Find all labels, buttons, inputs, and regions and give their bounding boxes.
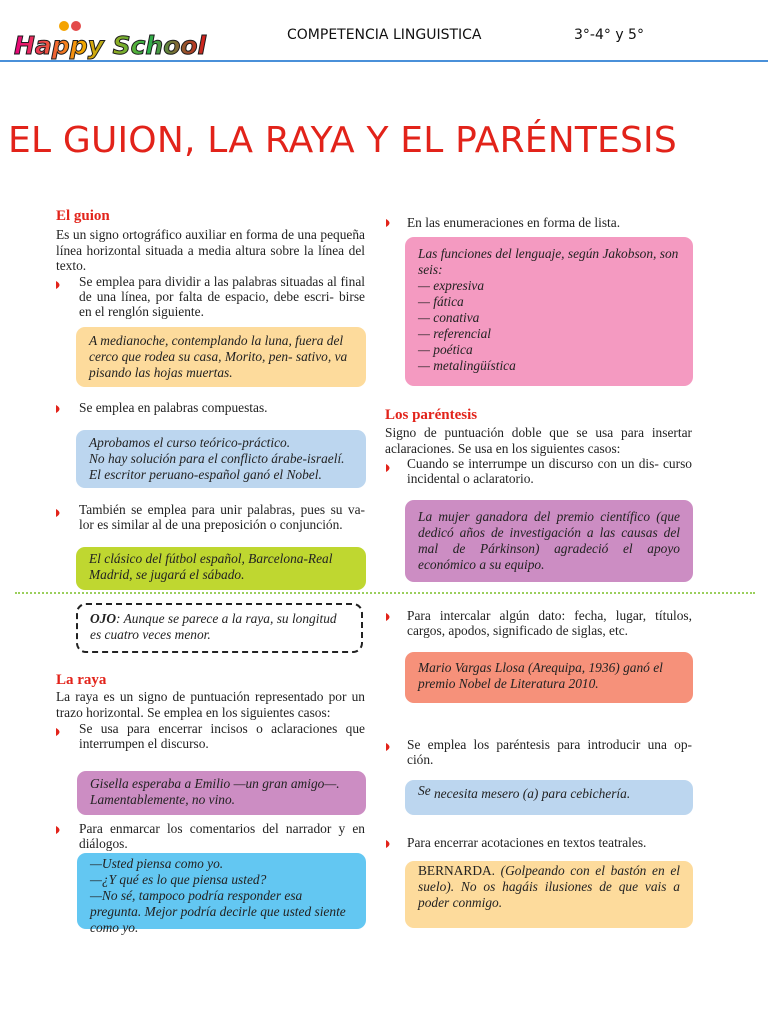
guion-example-2: [76, 430, 366, 488]
example-text: Mario Vargas Llosa (Arequipa, 1936) ganó el premio Nobel de Literatura 2010.: [418, 660, 663, 691]
example-text-lead: Se: [418, 783, 431, 798]
parentesis-bullet-1: Cuando se interrumpe un discurso con un dis- curso incidental o aclaratorio.: [407, 456, 692, 486]
character-name: BERNARDA.: [418, 863, 496, 878]
bullet-icon: [55, 280, 63, 290]
bullet-icon: [385, 218, 393, 228]
parentesis-bullet-2: Para intercalar algún dato: fecha, lugar, títulos, cargos, apodos, significado de siglas, etc.: [407, 608, 692, 638]
bullet-icon: [55, 825, 63, 835]
list-line: — referencial: [418, 326, 492, 341]
lista-bullet: En las enumeraciones en forma de lista.: [407, 215, 621, 230]
parentesis-example-1: [405, 500, 693, 582]
dialog-line: —No sé, tampoco podría responder esa pregunta. Mejor podría decirle que usted siente como yo.: [90, 888, 346, 935]
example-line: Aprobamos el curso teórico-práctico.: [89, 435, 291, 450]
parentesis-heading: Los paréntesis: [385, 407, 478, 423]
parentesis-bullet-4: Para encerrar acotaciones en textos teatrales.: [407, 835, 647, 850]
bullet-icon: [385, 742, 393, 752]
list-line: — poética: [418, 342, 473, 357]
ojo-label: OJO: [90, 611, 117, 626]
list-line: — metalingüística: [418, 358, 516, 373]
lista-example: [405, 237, 693, 386]
raya-dialog-example: [77, 853, 366, 935]
guion-example-1: [76, 327, 366, 387]
parentesis-example-4: [405, 861, 693, 928]
raya-intro: La raya es un signo de puntuación representado por un trazo horizontal. Se emplea en los siguientes casos:: [56, 689, 365, 720]
bullet-icon: [385, 463, 393, 473]
guion-heading: El guion: [56, 208, 110, 224]
example-text: El clásico del fútbol español, Barcelona-Real Madrid, se jugará el sábado.: [89, 551, 333, 582]
guion-intro: Es un signo ortográfico auxiliar en forma de una pequeña línea horizontal situada a media altura sobre la línea del texto.: [56, 227, 365, 273]
example-text: A medianoche, contemplando la luna, fuera del cerco que rodea su casa, Morito, pen- sativo, va pisando las hojas muertas.: [89, 333, 348, 380]
list-line: — expresiva: [418, 278, 485, 293]
parentesis-example-3: [405, 780, 693, 815]
guion-bullet-3: También se emplea para unir palabras, pues su va- lor es similar al de una preposición o conjunción.: [79, 502, 365, 532]
example-text: Gisella esperaba a Emilio —un gran amigo—. Lamentablemente, no vino.: [90, 776, 340, 807]
parentesis-example-2: [405, 652, 693, 703]
bullet-icon: [55, 727, 63, 737]
raya-heading: La raya: [56, 672, 107, 688]
parentesis-bullet-3: Se emplea los paréntesis para introducir una op- ción.: [407, 737, 692, 767]
raya-bullet-1: Se usa para encerrar incisos o aclaraciones que interrumpen el discurso.: [79, 721, 365, 751]
guion-example-3: [76, 547, 366, 590]
happy-school-logo: [12, 18, 207, 64]
dotted-divider: [15, 592, 755, 594]
list-line: Las funciones del lenguaje, según Jakobson, son seis:: [418, 246, 679, 277]
bullet-icon: [55, 508, 63, 518]
dialog-line: —¿Y qué es lo que piensa usted?: [90, 872, 267, 887]
example-text: necesita mesero (a) para cebichería.: [430, 786, 631, 801]
raya-example-1: [77, 771, 366, 815]
dialog-line: —Usted piensa como yo.: [90, 856, 224, 871]
guion-bullet-1: Se emplea para dividir a las palabras situadas al final de una línea, por falta de espacio, debe escri- birse en el renglón siguiente.: [79, 274, 365, 319]
subject-label: COMPETENCIA LINGUISTICA: [287, 27, 482, 43]
parentesis-intro: Signo de puntuación doble que se usa para insertar aclaraciones. Se usa en los siguientes casos:: [385, 425, 692, 456]
bullet-icon: [385, 839, 393, 849]
bullet-icon: [55, 404, 63, 414]
svg-text:Happy School: Happy School: [14, 31, 207, 60]
header-divider: [0, 60, 768, 62]
ojo-text: : Aunque se parece a la raya, su longitud es cuatro veces menor.: [90, 611, 337, 642]
example-text: La mujer ganadora del premio científico (que dedicó años de investigación a las causas del mal de Párkinson) agradeció el apoyo económico a su equipo.: [418, 509, 680, 572]
example-text: (Golpeando con el bastón en el suelo). No os hagáis ilusiones de que vais a poder conmigo.: [418, 863, 680, 910]
guion-bullet-2: Se emplea en palabras compuestas.: [79, 400, 268, 415]
list-line: — fática: [418, 294, 464, 309]
grades-label: 3°-4° y 5°: [574, 27, 644, 43]
bullet-icon: [385, 612, 393, 622]
example-line: No hay solución para el conflicto árabe-israelí. El escritor peruano-español ganó el Nobel.: [89, 451, 345, 482]
page-title: EL GUION, LA RAYA Y EL PARÉNTESIS: [8, 120, 677, 161]
ojo-note: [76, 603, 363, 653]
list-line: — conativa: [418, 310, 480, 325]
raya-bullet-2: Para enmarcar los comentarios del narrador y en diálogos.: [79, 821, 365, 851]
